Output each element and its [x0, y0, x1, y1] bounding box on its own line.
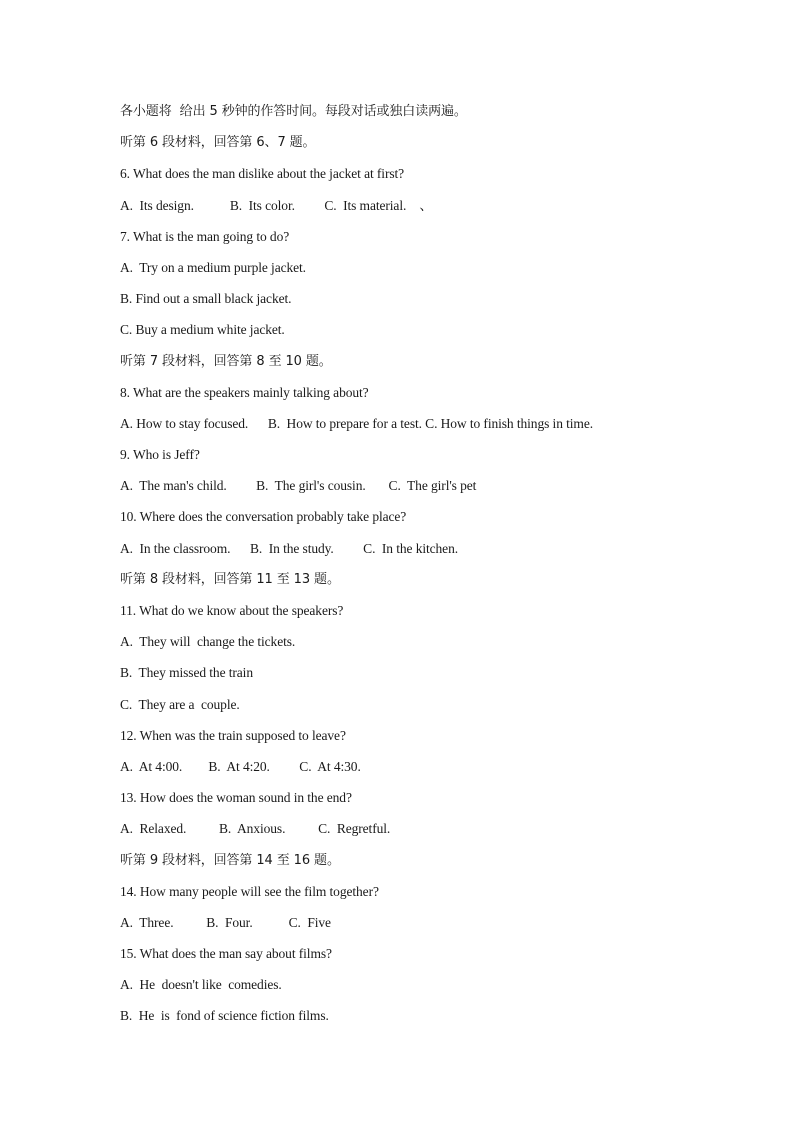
question-6: 6. What does the man dislike about the jacket at first?	[120, 166, 405, 182]
options-6: A. Its design. B. Its color. C. Its material. 、	[120, 197, 433, 213]
question-12: 12. When was the train supposed to leave?	[120, 727, 346, 743]
option-7c: C. Buy a medium white jacket.	[120, 322, 285, 338]
question-8: 8. What are the speakers mainly talking about?	[120, 384, 369, 400]
question-9: 9. Who is Jeff?	[120, 447, 200, 463]
option-11a: A. They will change the tickets.	[120, 634, 296, 650]
section-heading-6: 听第 6 段材料，回答第 6、7 题。	[120, 135, 316, 151]
option-7a: A. Try on a medium purple jacket.	[120, 259, 306, 275]
option-11b: B. They missed the train	[120, 665, 253, 681]
question-10: 10. Where does the conversation probably take place?	[120, 509, 407, 525]
instruction-text: 各小题将 给出 5 秒钟的作答时间。每段对话或独白读两遍。	[120, 104, 467, 119]
question-13: 13. How does the woman sound in the end?	[120, 790, 352, 806]
option-7b: B. Find out a small black jacket.	[120, 291, 292, 307]
option-15b: B. He is fond of science fiction films.	[120, 1008, 329, 1024]
question-15: 15. What does the man say about films?	[120, 946, 332, 962]
options-8: A. How to stay focused. B. How to prepare for a test. C. How to finish things in time.	[120, 415, 593, 431]
option-15a: A. He doesn't like comedies.	[120, 977, 282, 993]
section-heading-9: 听第 9 段材料，回答第 14 至 16 题。	[120, 852, 340, 868]
options-9: A. The man's child. B. The girl's cousin. C. The girl's pet	[120, 478, 477, 494]
options-12: A. At 4:00. B. At 4:20. C. At 4:30.	[120, 758, 361, 774]
question-7: 7. What is the man going to do?	[120, 228, 290, 244]
document-page	[120, 101, 760, 1037]
question-11: 11. What do we know about the speakers?	[120, 603, 344, 618]
option-11c: C. They are a couple.	[120, 696, 240, 712]
options-10: A. In the classroom. B. In the study. C. In the kitchen.	[120, 540, 458, 556]
section-heading-8: 听第 8 段材料，回答第 11 至 13 题。	[120, 571, 340, 587]
question-14: 14. How many people will see the film together?	[120, 883, 379, 899]
section-heading-7: 听第 7 段材料，回答第 8 至 10 题。	[120, 353, 332, 369]
options-14: A. Three. B. Four. C. Five	[120, 914, 331, 930]
options-13: A. Relaxed. B. Anxious. C. Regretful.	[120, 821, 391, 837]
